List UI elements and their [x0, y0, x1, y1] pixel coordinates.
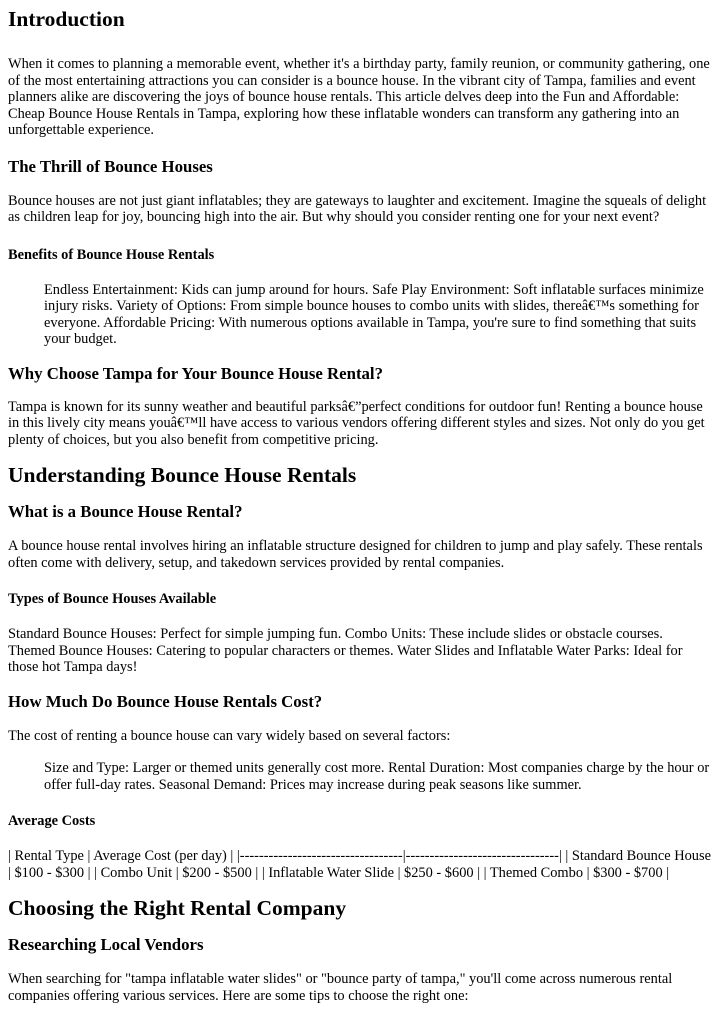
cost-paragraph: The cost of renting a bounce house can vary widely based on several factors:	[8, 727, 451, 744]
researching-paragraph: When searching for "tampa inflatable water slides" or "bounce party of tampa," you'll come across numerous rental companies offering various services. Here are some tips to choose the right one:	[8, 971, 673, 1004]
section-heading-introduction: Introduction	[8, 7, 125, 31]
subheading-benefits: Benefits of Bounce House Rentals	[8, 246, 215, 263]
average-costs-table-text: | Rental Type | Average Cost (per day) | |----------------------------------|--------------------------------| | Standard Bounce House | $100 - $300 | | Combo Unit | $200 - $500 | | Inflatable Water Slide | $250 - $600 | | Themed Combo | $300 - $700 |	[8, 848, 711, 881]
article	[0, 6, 720, 1004]
section-heading-understanding: Understanding Bounce House Rentals	[8, 463, 357, 487]
subheading-what-is: What is a Bounce House Rental?	[8, 502, 243, 521]
intro-paragraph: When it comes to planning a memorable event, whether it's a birthday party, family reunion, or community gathering, one of the most entertaining attractions you can consider is a bounce house. In the vibrant city of Tampa, families and event planners alike are discovering the joys of bounce house rentals. This article delves deep into the Fun and Affordable: Cheap Bounce House Rentals in Tampa, exploring how these inflatable wonders can transform any gathering into an unforgettable experience.	[8, 56, 710, 138]
types-paragraph: Standard Bounce Houses: Perfect for simple jumping fun. Combo Units: These include slides or obstacle courses. Themed Bounce Houses: Catering to popular characters or themes. Water Slides and Inflatable Water Parks: Ideal for those hot Tampa days!	[8, 626, 683, 675]
cost-factors-blockquote: Size and Type: Larger or themed units generally cost more. Rental Duration: Most companies charge by the hour or offer full-day rates. Seasonal Demand: Prices may increase during peak seasons like summer.	[44, 760, 710, 793]
subheading-thrill: The Thrill of Bounce Houses	[8, 156, 213, 176]
subheading-average-costs: Average Costs	[8, 813, 96, 829]
benefits-blockquote: Endless Entertainment: Kids can jump around for hours. Safe Play Environment: Soft inflatable surfaces minimize injury risks. Variety of Options: From simple bounce houses to combo units with slides, thereâ€™s something for everyone. Affordable Pricing: With numerous options available in Tampa, you're sure to find something that suits your budget.	[44, 281, 704, 347]
thrill-paragraph: Bounce houses are not just giant inflatables; they are gateways to laughter and excitement. Imagine the squeals of delight as children leap for joy, bouncing high into the air. But why should you consider renting one for your next event?	[8, 192, 707, 225]
section-heading-choosing: Choosing the Right Rental Company	[8, 896, 347, 920]
what-is-paragraph: A bounce house rental involves hiring an inflatable structure designed for children to jump and play safely. These rentals often come with delivery, setup, and takedown services provided by rental companies.	[8, 538, 703, 571]
subheading-types: Types of Bounce Houses Available	[8, 591, 217, 607]
subheading-why-tampa: Why Choose Tampa for Your Bounce House Rental?	[8, 363, 383, 383]
subheading-researching: Researching Local Vendors	[8, 935, 204, 954]
subheading-cost: How Much Do Bounce House Rentals Cost?	[8, 691, 323, 711]
why-tampa-paragraph: Tampa is known for its sunny weather and beautiful parksâ€”perfect conditions for outdoor fun! Renting a bounce house in this lively city means youâ€™ll have access to various vendors offering different styles and sizes. Not only do you get plenty of choices, but you also benefit from competitive pricing.	[8, 398, 705, 448]
